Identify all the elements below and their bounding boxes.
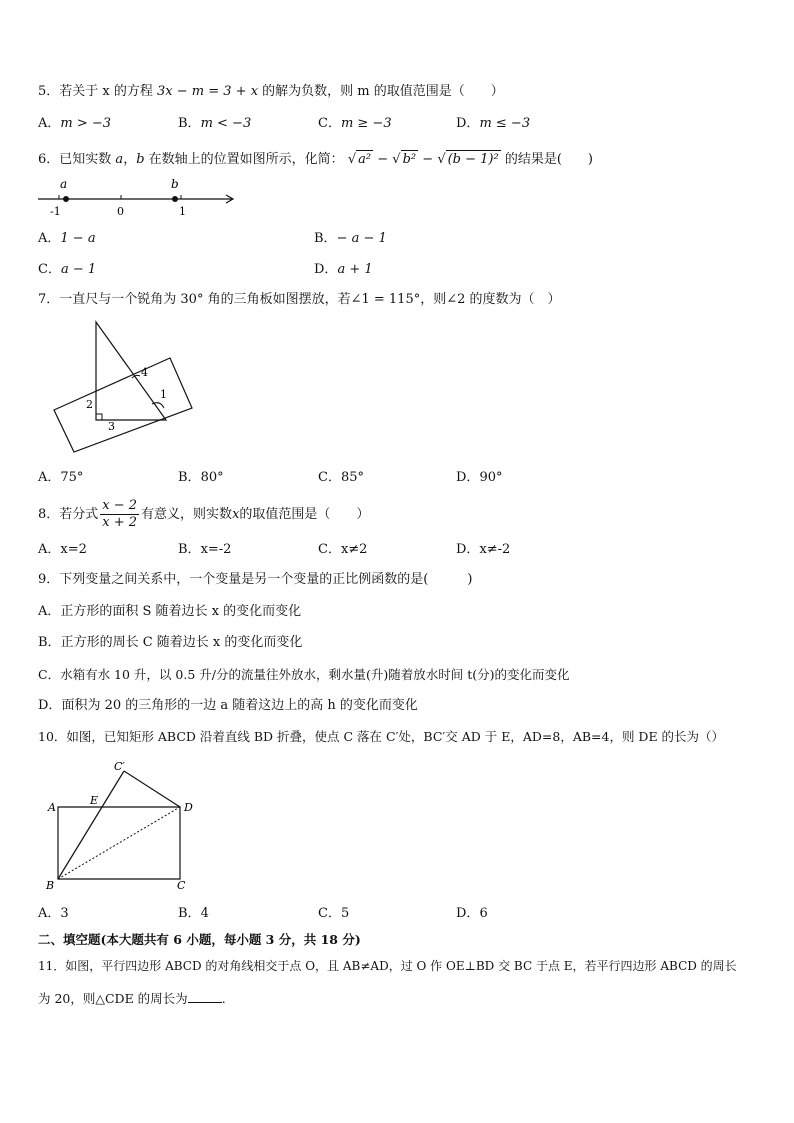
q10-option-b[interactable] bbox=[178, 905, 209, 923]
q6-sep: ， bbox=[123, 152, 137, 167]
option-text: m > −3 bbox=[60, 116, 112, 131]
q8-option-b[interactable] bbox=[178, 541, 231, 559]
q10-rectangle-fold-figure bbox=[42, 757, 202, 893]
q10-option-d[interactable] bbox=[456, 905, 488, 923]
tick-label-0: 0 bbox=[117, 205, 124, 218]
q8-frac-denominator: x + 2 bbox=[102, 515, 138, 530]
option-text: x≠-2 bbox=[479, 542, 511, 557]
q9-option-b[interactable] bbox=[38, 634, 302, 652]
q6-minus-1: − bbox=[377, 152, 389, 167]
q5-option-c[interactable] bbox=[318, 115, 392, 133]
sqrt-icon: √ bbox=[437, 152, 446, 167]
option-text: a − 1 bbox=[60, 262, 97, 277]
option-text: 90° bbox=[479, 470, 503, 485]
q6-number-line-figure bbox=[36, 174, 240, 220]
option-letter: B． bbox=[178, 542, 201, 557]
option-letter: A． bbox=[38, 231, 61, 246]
q9-option-c[interactable] bbox=[38, 666, 569, 684]
option-letter: B． bbox=[178, 116, 201, 131]
option-letter: D． bbox=[314, 262, 338, 277]
q5-option-a[interactable] bbox=[38, 115, 111, 133]
angle-label-3: 3 bbox=[108, 420, 115, 433]
ruler-shape bbox=[54, 358, 192, 452]
q6-var-a: a bbox=[115, 152, 124, 167]
q5-stem bbox=[38, 83, 504, 101]
label-D: D bbox=[184, 801, 193, 814]
option-text: 正方形的面积 S 随着边长 x 的变化而变化 bbox=[60, 604, 302, 619]
section-2-title: 二、填空题(本大题共有 6 小题，每小题 3 分，共 18 分) bbox=[38, 932, 361, 947]
option-letter: B． bbox=[314, 231, 337, 246]
option-text: 75° bbox=[60, 470, 84, 485]
q8-stem-post: 的取值范围是（ ） bbox=[239, 507, 370, 522]
option-text: 85° bbox=[340, 470, 364, 485]
option-text: m < −3 bbox=[200, 116, 252, 131]
angle-label-4: 4 bbox=[141, 366, 148, 379]
option-letter: C． bbox=[318, 116, 341, 131]
q8-stem-pre: 8．若分式 bbox=[38, 507, 99, 522]
q7-option-a[interactable] bbox=[38, 469, 83, 487]
tick-label-neg1: -1 bbox=[50, 205, 61, 218]
q6-option-a[interactable] bbox=[38, 230, 96, 248]
label-E: E bbox=[90, 794, 99, 807]
q5-stem-post: 的解为负数，则 m 的取值范围是（ ） bbox=[262, 84, 504, 99]
option-letter: B． bbox=[38, 635, 61, 650]
q8-var-x: x bbox=[232, 507, 240, 522]
q9-option-d[interactable] bbox=[38, 697, 418, 715]
angle-1-arc bbox=[152, 403, 164, 408]
option-letter: D． bbox=[456, 906, 480, 921]
label-C-prime: C′ bbox=[114, 760, 125, 773]
q11-line-1: 11．如图，平行四边形 ABCD 的对角线相交于点 O，且 AB≠AD，过 O 作 OE⊥BD 交 BC 于点 E，若平行四边形 ABCD 的周长 bbox=[38, 959, 737, 973]
option-text: m ≤ −3 bbox=[479, 116, 531, 131]
option-text: 6 bbox=[479, 906, 488, 921]
q6-var-b: b bbox=[136, 152, 145, 167]
tick-label-1: 1 bbox=[179, 205, 186, 218]
option-letter: D． bbox=[456, 116, 480, 131]
option-letter: A． bbox=[38, 116, 61, 131]
q5-option-b[interactable] bbox=[178, 115, 251, 133]
option-text: m ≥ −3 bbox=[340, 116, 392, 131]
q8-stem bbox=[38, 497, 369, 533]
option-letter: D． bbox=[456, 542, 480, 557]
q11-line-2 bbox=[38, 990, 226, 1008]
q6-radicand-3: (b − 1)² bbox=[447, 152, 499, 167]
q6-stem-pre: 6．已知实数 bbox=[38, 152, 112, 167]
label-A: A bbox=[48, 801, 56, 814]
q6-radicand-1: a² bbox=[358, 152, 372, 167]
option-letter: A． bbox=[38, 470, 61, 485]
angle-label-1: 1 bbox=[160, 388, 167, 401]
q5-stem-pre: 5．若关于 x 的方程 bbox=[38, 84, 153, 99]
label-a: a bbox=[60, 177, 68, 191]
q7-stem: 7．一直尺与一个锐角为 30° 角的三角板如图摆放，若∠1 = 115°，则∠2 的度数为（ ） bbox=[38, 292, 561, 307]
q9-stem: 9．下列变量之间关系中，一个变量是另一个变量的正比例函数的是( ) bbox=[38, 572, 473, 587]
q7-option-d[interactable] bbox=[456, 469, 502, 487]
label-B: B bbox=[46, 879, 55, 892]
point-b bbox=[172, 196, 178, 202]
option-text: x=-2 bbox=[200, 542, 232, 557]
option-letter: B． bbox=[178, 470, 201, 485]
diagonal-bd bbox=[58, 807, 180, 879]
option-text: x≠2 bbox=[340, 542, 368, 557]
option-letter: B． bbox=[178, 906, 201, 921]
q8-option-a[interactable] bbox=[38, 541, 87, 559]
segment-bc1 bbox=[58, 771, 124, 879]
option-letter: C． bbox=[318, 470, 341, 485]
sqrt-icon: √ bbox=[347, 152, 357, 167]
sqrt-icon: √ bbox=[392, 152, 401, 167]
option-text: 正方形的周长 C 随着边长 x 的变化而变化 bbox=[60, 635, 303, 650]
option-letter: C． bbox=[318, 906, 341, 921]
q6-option-d[interactable] bbox=[314, 261, 373, 279]
option-letter: C． bbox=[38, 667, 61, 682]
q6-stem-post: 的结果是( ) bbox=[504, 152, 594, 167]
option-letter: C． bbox=[38, 262, 61, 277]
option-letter: D． bbox=[456, 470, 480, 485]
option-text: − a − 1 bbox=[336, 231, 387, 246]
angle-label-2: 2 bbox=[86, 398, 93, 411]
point-a bbox=[63, 196, 69, 202]
right-angle-icon bbox=[96, 414, 102, 420]
q10-option-a[interactable] bbox=[38, 905, 69, 923]
option-letter: A． bbox=[38, 906, 61, 921]
option-text: 4 bbox=[200, 906, 209, 921]
option-text: 面积为 20 的三角形的一边 a 随着这边上的高 h 的变化而变化 bbox=[61, 698, 418, 713]
q6-stem bbox=[38, 150, 593, 169]
q8-frac-numerator: x − 2 bbox=[102, 498, 138, 513]
option-text: a + 1 bbox=[337, 262, 373, 277]
q7-ruler-triangle-figure bbox=[48, 318, 198, 456]
option-text: 5 bbox=[340, 906, 350, 921]
q6-option-c[interactable] bbox=[38, 261, 96, 279]
q7-option-c[interactable] bbox=[318, 469, 364, 487]
q8-stem-mid: 有意义，则实数 bbox=[141, 507, 233, 522]
option-letter: A． bbox=[38, 542, 61, 557]
option-text: 水箱有水 10 升，以 0.5 升/分的流量往外放水，剩水量(升)随着放水时间 t(分)的变化而变化 bbox=[60, 667, 570, 682]
option-text: 3 bbox=[60, 906, 69, 921]
q10-option-c[interactable] bbox=[318, 905, 349, 923]
q11-line2-text: 为 20，则△CDE 的周长为 bbox=[38, 991, 188, 1006]
label-C: C bbox=[177, 879, 186, 892]
q8-fraction bbox=[100, 498, 139, 531]
option-text: x=2 bbox=[60, 542, 87, 557]
answer-blank[interactable] bbox=[188, 990, 222, 1003]
option-letter: C． bbox=[318, 542, 341, 557]
q8-option-d[interactable] bbox=[456, 541, 510, 559]
label-b: b bbox=[171, 177, 179, 191]
q6-stem-mid: 在数轴上的位置如图所示，化简： bbox=[148, 152, 344, 167]
q6-minus-2: − bbox=[422, 152, 434, 167]
option-text: 1 − a bbox=[60, 231, 96, 246]
q8-option-c[interactable] bbox=[318, 541, 367, 559]
option-letter: A． bbox=[38, 604, 61, 619]
option-letter: D． bbox=[38, 698, 62, 713]
q6-radicand-2: b² bbox=[402, 152, 417, 167]
q6-option-b[interactable] bbox=[314, 230, 387, 248]
option-text: 80° bbox=[200, 470, 224, 485]
triangle-plate bbox=[96, 322, 166, 420]
q5-equation: 3x − m = 3 + x bbox=[157, 84, 259, 99]
q11-line2-end: . bbox=[221, 991, 226, 1006]
segment-c1d bbox=[124, 771, 180, 807]
q7-option-b[interactable] bbox=[178, 469, 224, 487]
q9-option-a[interactable] bbox=[38, 603, 301, 621]
q5-option-d[interactable] bbox=[456, 115, 530, 133]
q10-stem: 10．如图，已知矩形 ABCD 沿着直线 BD 折叠，使点 C 落在 C′处，BC′交 AD 于 E，AD=8，AB=4，则 DE 的长为（） bbox=[38, 729, 725, 744]
